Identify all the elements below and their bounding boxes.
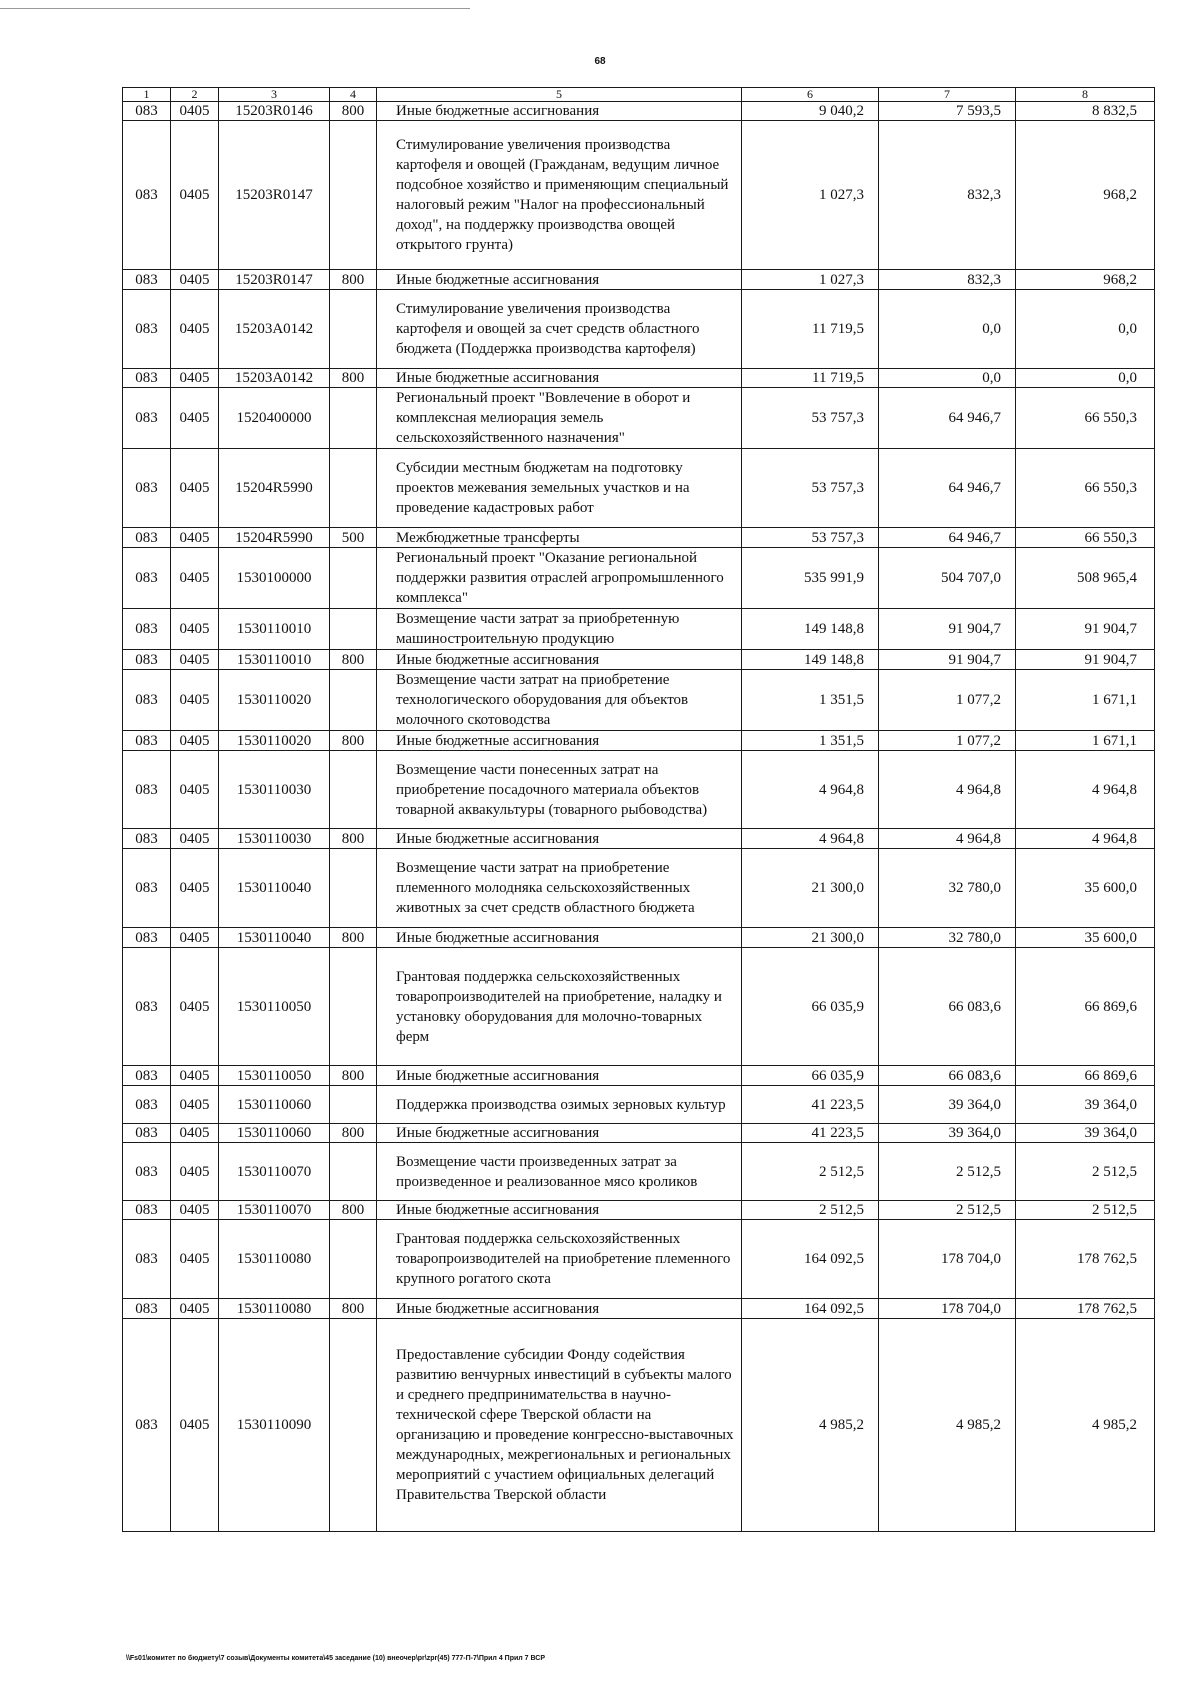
cell-target-article: 1520400000 xyxy=(219,388,330,449)
cell-section-code: 0405 xyxy=(171,1220,219,1299)
cell-amount-year3: 2 512,5 xyxy=(1016,1201,1155,1220)
header-cell: 2 xyxy=(171,88,219,102)
cell-amount-year3: 66 550,3 xyxy=(1016,449,1155,528)
cell-section-code: 0405 xyxy=(171,102,219,121)
cell-description: Предоставление субсидии Фонду содействия развитию венчурных инвестиций в субъекты малого и среднего предпринимательства в научно-технической сфере Тверской области на организацию и проведение конгрессно-выставочных международных, межрегиональных и региональных мероприятий с участием официальных делегаций Правительства Тверской области xyxy=(377,1319,742,1532)
header-cell: 1 xyxy=(123,88,171,102)
cell-description: Грантовая поддержка сельскохозяйственных товаропроизводителей на приобретение, наладку и установку оборудования для молочно-товарных ферм xyxy=(377,948,742,1066)
table-row xyxy=(123,102,1155,121)
header-cell: 7 xyxy=(879,88,1016,102)
cell-amount-year3: 66 550,3 xyxy=(1016,388,1155,449)
cell-target-article: 1530110080 xyxy=(219,1299,330,1319)
cell-amount-year3: 4 985,2 xyxy=(1016,1319,1155,1532)
cell-section-code: 0405 xyxy=(171,609,219,650)
cell-target-article: 1530110040 xyxy=(219,849,330,928)
cell-amount-year3: 39 364,0 xyxy=(1016,1086,1155,1124)
cell-target-article: 15204R5990 xyxy=(219,449,330,528)
cell-description: Межбюджетные трансферты xyxy=(377,528,742,548)
cell-expense-type xyxy=(330,751,377,829)
table-row xyxy=(123,928,1155,948)
table-row xyxy=(123,1299,1155,1319)
cell-expense-type xyxy=(330,449,377,528)
cell-amount-year1: 1 351,5 xyxy=(742,731,879,751)
cell-amount-year2: 0,0 xyxy=(879,369,1016,388)
table-row xyxy=(123,609,1155,650)
cell-section-code: 0405 xyxy=(171,650,219,670)
cell-amount-year2: 91 904,7 xyxy=(879,650,1016,670)
cell-amount-year3: 66 550,3 xyxy=(1016,528,1155,548)
cell-amount-year2: 32 780,0 xyxy=(879,849,1016,928)
cell-expense-type xyxy=(330,388,377,449)
cell-target-article: 15203R0147 xyxy=(219,121,330,270)
cell-section-code: 0405 xyxy=(171,751,219,829)
cell-amount-year1: 4 964,8 xyxy=(742,829,879,849)
cell-expense-type xyxy=(330,1220,377,1299)
table-row xyxy=(123,528,1155,548)
cell-amount-year1: 11 719,5 xyxy=(742,369,879,388)
table-row xyxy=(123,369,1155,388)
cell-amount-year3: 2 512,5 xyxy=(1016,1143,1155,1201)
cell-amount-year2: 32 780,0 xyxy=(879,928,1016,948)
cell-description: Иные бюджетные ассигнования xyxy=(377,369,742,388)
table-row xyxy=(123,1143,1155,1201)
cell-amount-year1: 9 040,2 xyxy=(742,102,879,121)
footer-file-path: \\Fs01\комитет по бюджету\7 созыв\Документы комитета\45 заседание (10) внеочер\pr\zpr(45) 777-П-7\Прил 4 Прил 7 ВСР xyxy=(126,1655,546,1662)
cell-amount-year2: 91 904,7 xyxy=(879,609,1016,650)
cell-target-article: 15203R0147 xyxy=(219,270,330,290)
cell-section-code: 0405 xyxy=(171,528,219,548)
cell-amount-year1: 11 719,5 xyxy=(742,290,879,369)
cell-description: Иные бюджетные ассигнования xyxy=(377,829,742,849)
scan-edge-line xyxy=(0,8,470,9)
cell-section-code: 0405 xyxy=(171,670,219,731)
cell-target-article: 1530110010 xyxy=(219,609,330,650)
cell-description: Возмещение части понесенных затрат на приобретение посадочного материала объектов товарной аквакультуры (товарного рыбоводства) xyxy=(377,751,742,829)
header-cell: 8 xyxy=(1016,88,1155,102)
cell-amount-year3: 1 671,1 xyxy=(1016,731,1155,751)
cell-amount-year1: 1 351,5 xyxy=(742,670,879,731)
cell-admin-code: 083 xyxy=(123,388,171,449)
cell-amount-year1: 66 035,9 xyxy=(742,1066,879,1086)
cell-target-article: 1530110030 xyxy=(219,751,330,829)
cell-description: Региональный проект "Вовлечение в оборот и комплексная мелиорация земель сельскохозяйственного назначения" xyxy=(377,388,742,449)
cell-amount-year2: 4 964,8 xyxy=(879,751,1016,829)
cell-target-article: 15203A0142 xyxy=(219,369,330,388)
cell-description: Иные бюджетные ассигнования xyxy=(377,928,742,948)
cell-amount-year1: 2 512,5 xyxy=(742,1143,879,1201)
cell-admin-code: 083 xyxy=(123,1143,171,1201)
cell-section-code: 0405 xyxy=(171,1066,219,1086)
table-body xyxy=(123,88,1155,1532)
cell-amount-year2: 0,0 xyxy=(879,290,1016,369)
cell-amount-year3: 4 964,8 xyxy=(1016,751,1155,829)
cell-description: Грантовая поддержка сельскохозяйственных товаропроизводителей на приобретение племенного крупного рогатого скота xyxy=(377,1220,742,1299)
cell-expense-type: 500 xyxy=(330,528,377,548)
cell-amount-year3: 178 762,5 xyxy=(1016,1299,1155,1319)
cell-amount-year2: 66 083,6 xyxy=(879,948,1016,1066)
cell-section-code: 0405 xyxy=(171,369,219,388)
cell-expense-type xyxy=(330,1319,377,1532)
cell-expense-type: 800 xyxy=(330,1124,377,1143)
cell-amount-year1: 4 985,2 xyxy=(742,1319,879,1532)
header-cell: 4 xyxy=(330,88,377,102)
cell-expense-type xyxy=(330,948,377,1066)
cell-admin-code: 083 xyxy=(123,1299,171,1319)
cell-expense-type xyxy=(330,121,377,270)
cell-amount-year3: 1 671,1 xyxy=(1016,670,1155,731)
cell-description: Возмещение части затрат за приобретенную машиностроительную продукцию xyxy=(377,609,742,650)
cell-admin-code: 083 xyxy=(123,609,171,650)
cell-admin-code: 083 xyxy=(123,849,171,928)
cell-admin-code: 083 xyxy=(123,1201,171,1220)
cell-section-code: 0405 xyxy=(171,1319,219,1532)
cell-admin-code: 083 xyxy=(123,650,171,670)
cell-admin-code: 083 xyxy=(123,121,171,270)
cell-target-article: 1530110050 xyxy=(219,1066,330,1086)
cell-target-article: 1530110020 xyxy=(219,731,330,751)
table-row xyxy=(123,1066,1155,1086)
cell-amount-year3: 0,0 xyxy=(1016,290,1155,369)
cell-section-code: 0405 xyxy=(171,1299,219,1319)
cell-description: Иные бюджетные ассигнования xyxy=(377,650,742,670)
cell-section-code: 0405 xyxy=(171,829,219,849)
cell-amount-year2: 1 077,2 xyxy=(879,670,1016,731)
cell-target-article: 15203R0146 xyxy=(219,102,330,121)
cell-amount-year1: 1 027,3 xyxy=(742,270,879,290)
cell-section-code: 0405 xyxy=(171,849,219,928)
cell-admin-code: 083 xyxy=(123,829,171,849)
table-row xyxy=(123,1220,1155,1299)
cell-amount-year2: 64 946,7 xyxy=(879,449,1016,528)
cell-amount-year3: 508 965,4 xyxy=(1016,548,1155,609)
table-row xyxy=(123,650,1155,670)
cell-expense-type: 800 xyxy=(330,270,377,290)
cell-amount-year3: 968,2 xyxy=(1016,270,1155,290)
cell-section-code: 0405 xyxy=(171,121,219,270)
cell-description: Иные бюджетные ассигнования xyxy=(377,270,742,290)
cell-amount-year2: 178 704,0 xyxy=(879,1299,1016,1319)
cell-description: Возмещение части произведенных затрат за произведенное и реализованное мясо кроликов xyxy=(377,1143,742,1201)
cell-section-code: 0405 xyxy=(171,731,219,751)
cell-expense-type xyxy=(330,849,377,928)
cell-admin-code: 083 xyxy=(123,948,171,1066)
cell-amount-year1: 1 027,3 xyxy=(742,121,879,270)
cell-amount-year3: 66 869,6 xyxy=(1016,948,1155,1066)
cell-amount-year3: 35 600,0 xyxy=(1016,928,1155,948)
cell-amount-year1: 164 092,5 xyxy=(742,1299,879,1319)
table-row xyxy=(123,548,1155,609)
header-cell: 5 xyxy=(377,88,742,102)
cell-admin-code: 083 xyxy=(123,270,171,290)
cell-expense-type xyxy=(330,1086,377,1124)
cell-description: Возмещение части затрат на приобретение племенного молодняка сельскохозяйственных животных за счет средств областного бюджета xyxy=(377,849,742,928)
cell-amount-year2: 7 593,5 xyxy=(879,102,1016,121)
table-row xyxy=(123,388,1155,449)
table-row xyxy=(123,731,1155,751)
cell-section-code: 0405 xyxy=(171,449,219,528)
cell-admin-code: 083 xyxy=(123,528,171,548)
table-row xyxy=(123,751,1155,829)
cell-amount-year1: 53 757,3 xyxy=(742,528,879,548)
cell-amount-year2: 64 946,7 xyxy=(879,528,1016,548)
cell-amount-year1: 53 757,3 xyxy=(742,449,879,528)
cell-admin-code: 083 xyxy=(123,449,171,528)
table-row xyxy=(123,948,1155,1066)
cell-admin-code: 083 xyxy=(123,1086,171,1124)
table-row xyxy=(123,1319,1155,1532)
cell-section-code: 0405 xyxy=(171,1124,219,1143)
cell-admin-code: 083 xyxy=(123,670,171,731)
cell-target-article: 1530110040 xyxy=(219,928,330,948)
cell-amount-year3: 968,2 xyxy=(1016,121,1155,270)
cell-admin-code: 083 xyxy=(123,548,171,609)
cell-description: Возмещение части затрат на приобретение технологического оборудования для объектов молочного скотоводства xyxy=(377,670,742,731)
cell-target-article: 1530110070 xyxy=(219,1201,330,1220)
table-row xyxy=(123,849,1155,928)
cell-expense-type xyxy=(330,609,377,650)
cell-expense-type xyxy=(330,290,377,369)
cell-amount-year3: 178 762,5 xyxy=(1016,1220,1155,1299)
cell-admin-code: 083 xyxy=(123,290,171,369)
cell-target-article: 1530110070 xyxy=(219,1143,330,1201)
cell-amount-year2: 39 364,0 xyxy=(879,1086,1016,1124)
cell-expense-type: 800 xyxy=(330,102,377,121)
cell-amount-year2: 39 364,0 xyxy=(879,1124,1016,1143)
cell-admin-code: 083 xyxy=(123,1066,171,1086)
cell-amount-year2: 4 964,8 xyxy=(879,829,1016,849)
cell-admin-code: 083 xyxy=(123,928,171,948)
table-row xyxy=(123,1201,1155,1220)
cell-amount-year1: 2 512,5 xyxy=(742,1201,879,1220)
cell-amount-year2: 832,3 xyxy=(879,121,1016,270)
cell-expense-type: 800 xyxy=(330,731,377,751)
cell-amount-year1: 41 223,5 xyxy=(742,1086,879,1124)
cell-amount-year2: 4 985,2 xyxy=(879,1319,1016,1532)
cell-amount-year1: 41 223,5 xyxy=(742,1124,879,1143)
cell-target-article: 1530110030 xyxy=(219,829,330,849)
cell-target-article: 1530110060 xyxy=(219,1086,330,1124)
cell-amount-year2: 1 077,2 xyxy=(879,731,1016,751)
cell-amount-year1: 535 991,9 xyxy=(742,548,879,609)
cell-amount-year1: 66 035,9 xyxy=(742,948,879,1066)
cell-expense-type xyxy=(330,670,377,731)
cell-section-code: 0405 xyxy=(171,1201,219,1220)
cell-target-article: 15204R5990 xyxy=(219,528,330,548)
cell-expense-type: 800 xyxy=(330,1066,377,1086)
cell-description: Иные бюджетные ассигнования xyxy=(377,731,742,751)
cell-description: Субсидии местным бюджетам на подготовку проектов межевания земельных участков и на проведение кадастровых работ xyxy=(377,449,742,528)
cell-section-code: 0405 xyxy=(171,290,219,369)
cell-description: Стимулирование увеличения производства картофеля и овощей за счет средств областного бюджета (Поддержка производства картофеля) xyxy=(377,290,742,369)
cell-expense-type: 800 xyxy=(330,829,377,849)
cell-admin-code: 083 xyxy=(123,369,171,388)
table-row xyxy=(123,121,1155,270)
cell-amount-year2: 832,3 xyxy=(879,270,1016,290)
table-row xyxy=(123,449,1155,528)
cell-amount-year2: 504 707,0 xyxy=(879,548,1016,609)
cell-amount-year3: 8 832,5 xyxy=(1016,102,1155,121)
cell-amount-year3: 4 964,8 xyxy=(1016,829,1155,849)
table-header-row xyxy=(123,88,1155,102)
cell-target-article: 1530110010 xyxy=(219,650,330,670)
cell-expense-type xyxy=(330,1143,377,1201)
cell-expense-type: 800 xyxy=(330,1201,377,1220)
cell-description: Иные бюджетные ассигнования xyxy=(377,1201,742,1220)
cell-section-code: 0405 xyxy=(171,1143,219,1201)
cell-amount-year3: 0,0 xyxy=(1016,369,1155,388)
cell-target-article: 1530110020 xyxy=(219,670,330,731)
cell-target-article: 1530110090 xyxy=(219,1319,330,1532)
cell-expense-type xyxy=(330,548,377,609)
cell-amount-year2: 64 946,7 xyxy=(879,388,1016,449)
cell-amount-year1: 149 148,8 xyxy=(742,650,879,670)
page-number: 68 xyxy=(594,56,606,67)
cell-expense-type: 800 xyxy=(330,928,377,948)
header-cell: 6 xyxy=(742,88,879,102)
cell-description: Региональный проект "Оказание региональной поддержки развития отраслей агропромышленного комплекса" xyxy=(377,548,742,609)
cell-amount-year1: 53 757,3 xyxy=(742,388,879,449)
cell-target-article: 1530110080 xyxy=(219,1220,330,1299)
cell-amount-year3: 66 869,6 xyxy=(1016,1066,1155,1086)
cell-admin-code: 083 xyxy=(123,102,171,121)
cell-section-code: 0405 xyxy=(171,1086,219,1124)
cell-amount-year3: 35 600,0 xyxy=(1016,849,1155,928)
cell-amount-year1: 21 300,0 xyxy=(742,928,879,948)
cell-section-code: 0405 xyxy=(171,928,219,948)
cell-section-code: 0405 xyxy=(171,948,219,1066)
cell-target-article: 1530100000 xyxy=(219,548,330,609)
cell-expense-type: 800 xyxy=(330,369,377,388)
cell-amount-year1: 4 964,8 xyxy=(742,751,879,829)
cell-amount-year3: 91 904,7 xyxy=(1016,650,1155,670)
cell-description: Иные бюджетные ассигнования xyxy=(377,1299,742,1319)
cell-description: Поддержка производства озимых зерновых культур xyxy=(377,1086,742,1124)
cell-amount-year3: 39 364,0 xyxy=(1016,1124,1155,1143)
cell-amount-year1: 149 148,8 xyxy=(742,609,879,650)
cell-description: Иные бюджетные ассигнования xyxy=(377,102,742,121)
cell-amount-year3: 91 904,7 xyxy=(1016,609,1155,650)
cell-amount-year2: 2 512,5 xyxy=(879,1143,1016,1201)
cell-amount-year1: 164 092,5 xyxy=(742,1220,879,1299)
cell-description: Иные бюджетные ассигнования xyxy=(377,1066,742,1086)
cell-expense-type: 800 xyxy=(330,650,377,670)
cell-admin-code: 083 xyxy=(123,731,171,751)
cell-admin-code: 083 xyxy=(123,1124,171,1143)
cell-description: Иные бюджетные ассигнования xyxy=(377,1124,742,1143)
cell-section-code: 0405 xyxy=(171,388,219,449)
table-row xyxy=(123,1124,1155,1143)
cell-description: Стимулирование увеличения производства картофеля и овощей (Гражданам, ведущим личное подсобное хозяйство и применяющим специальный налоговый режим "Налог на профессиональный доход", на поддержку производства овощей открытого грунта) xyxy=(377,121,742,270)
cell-target-article: 15203A0142 xyxy=(219,290,330,369)
cell-admin-code: 083 xyxy=(123,751,171,829)
table-row xyxy=(123,829,1155,849)
cell-expense-type: 800 xyxy=(330,1299,377,1319)
cell-amount-year1: 21 300,0 xyxy=(742,849,879,928)
cell-target-article: 1530110060 xyxy=(219,1124,330,1143)
cell-target-article: 1530110050 xyxy=(219,948,330,1066)
cell-amount-year2: 178 704,0 xyxy=(879,1220,1016,1299)
table-row xyxy=(123,1086,1155,1124)
table-row xyxy=(123,670,1155,731)
cell-section-code: 0405 xyxy=(171,270,219,290)
table-row xyxy=(123,270,1155,290)
budget-table xyxy=(122,87,1155,1532)
cell-amount-year2: 66 083,6 xyxy=(879,1066,1016,1086)
table-row xyxy=(123,290,1155,369)
cell-admin-code: 083 xyxy=(123,1220,171,1299)
cell-amount-year2: 2 512,5 xyxy=(879,1201,1016,1220)
cell-section-code: 0405 xyxy=(171,548,219,609)
cell-admin-code: 083 xyxy=(123,1319,171,1532)
header-cell: 3 xyxy=(219,88,330,102)
